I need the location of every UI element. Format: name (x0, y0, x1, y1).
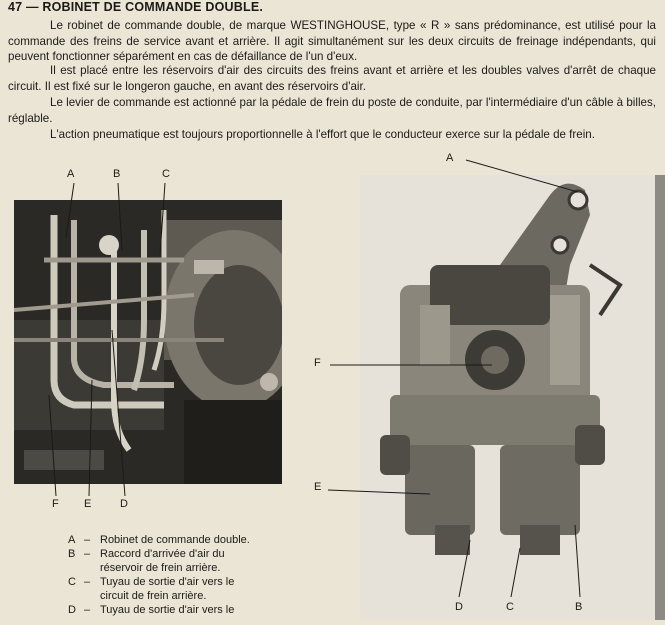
left-photo-illustration (14, 200, 282, 484)
legend-dash: – (84, 534, 91, 546)
legend-text: Robinet de commande double. (100, 534, 250, 546)
legend-text: Raccord d'arrivée d'air du réservoir de frein arrière. (100, 548, 225, 574)
legend-text: Tuyau de sortie d'air vers le (100, 604, 235, 616)
right-callout-b: B (575, 601, 583, 613)
legend-text: Tuyau de sortie d'air vers le circuit de frein arrière. (100, 576, 235, 602)
left-photo (14, 200, 282, 484)
left-callout-d: D (120, 498, 128, 510)
right-callout-d: D (455, 601, 463, 613)
paragraph-4-text: L'action pneumatique est toujours proportionnelle à l'effort que le conducteur exerce sur la pédale de frein. (50, 128, 595, 141)
right-photo-illustration (360, 175, 665, 620)
paragraph-2 (8, 63, 656, 94)
right-photo (360, 175, 665, 620)
legend-item (68, 547, 338, 575)
legend-letter: D (68, 604, 76, 616)
left-callout-c: C (162, 168, 170, 180)
right-callout-f: F (314, 357, 321, 369)
paragraph-2-text: Il est placé entre les réservoirs d'air des circuits des freins avant et arrière et les doubles valves d'arrêt de chaque circuit. Il est fixé sur le longeron gauche, en avant des réservoirs d'air. (8, 64, 656, 93)
legend-item (68, 533, 338, 547)
left-callout-a: A (67, 168, 75, 180)
paragraph-3 (8, 95, 656, 126)
paragraph-4 (8, 127, 656, 143)
right-callout-c: C (506, 601, 514, 613)
legend-dash: – (84, 576, 91, 588)
paragraph-1 (8, 18, 656, 65)
legend (68, 533, 338, 617)
left-callout-e: E (84, 498, 92, 510)
right-callout-a: A (446, 152, 454, 164)
legend-letter: B (68, 548, 76, 560)
legend-dash: – (84, 604, 91, 616)
left-callout-b: B (113, 168, 121, 180)
legend-item (68, 575, 338, 603)
legend-letter: C (68, 576, 76, 588)
legend-letter: A (68, 534, 76, 546)
legend-item (68, 603, 338, 617)
paragraph-1-text: Le robinet de commande double, de marque WESTINGHOUSE, type « R » sans prédominance, est utilisé pour la commande des freins de service avant et arrière. Il agit simultanément sur les deux circuits de freinage indépendants, qui peuvent fonctionner séparément en cas de défaillance de l'un d'eux. (8, 19, 656, 63)
section-heading: 47 — ROBINET DE COMMANDE DOUBLE. (8, 0, 264, 14)
left-callout-f: F (52, 498, 59, 510)
paragraph-3-text: Le levier de commande est actionné par la pédale de frein du poste de conduite, par l'intermédiaire d'un câble à billes, réglable. (8, 96, 656, 125)
right-callout-e: E (314, 481, 322, 493)
legend-dash: – (84, 548, 91, 560)
